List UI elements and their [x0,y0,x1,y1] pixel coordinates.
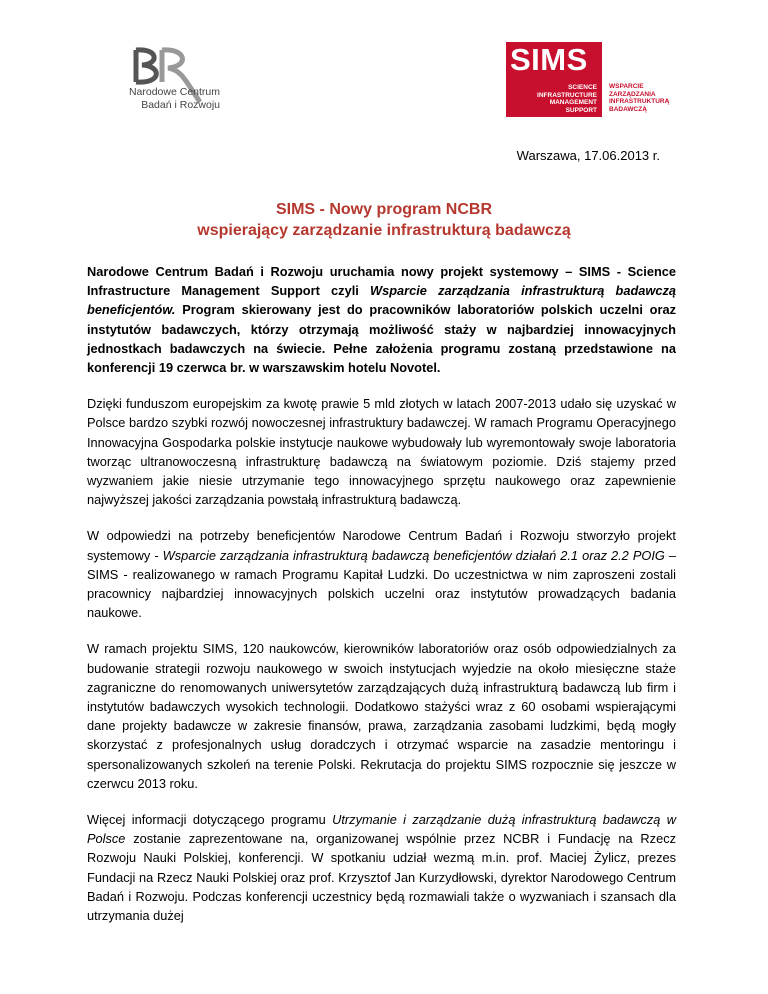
ncbr-line-2: Badań i Rozwoju [141,99,220,111]
document-title [80,199,688,241]
sims-sub-line: SUPPORT [565,106,597,114]
sims-subtitle-en [537,84,597,114]
sims-pl-line: INFRASTRUKTURĄ [609,98,670,105]
lead-paragraph [87,262,676,377]
sims-sub-line: SCIENCE [568,84,597,91]
ncbr-wordmark [102,86,220,112]
lead-text: Narodowe Centrum Badań i Rozwoju uruchamia nowy projekt systemowy – SIMS - Science Infrastructure Management Support czyli [87,264,676,299]
sims-pl-line: WSPARCIE [609,83,644,90]
ncbr-line-1: Narodowe Centrum [128,86,220,98]
sims-sub-line: INFRASTRUCTURE [537,91,597,99]
sims-pl-line: ZARZĄDZANIA [609,90,656,98]
p4-italic: Utrzymanie i zarządzanie dużą infrastrukturą badawczą w Polsce [87,812,676,847]
p2-italic: Wsparcie zarządzania infrastrukturą badawczą beneficjentów działań 2.1 oraz 2.2 POIG [162,547,665,563]
paragraph-3: W ramach projektu SIMS, 120 naukowców, kierowników laboratoriów oraz osób odpowiedzialnych za budowanie strategii rozwoju naukowego w swoich instytucjach wyjedzie na około miesięczne staże zagraniczne do renomowanych uniwersytetów zarządzających dużą infrastrukturą badawczą lub firm i instytutów badawczych wysokich technologii. Dodatkowo stażyści wraz z 60 osobami wspierającymi dane projekty badawcze w zakresie finansów, prawa, zarządzania zasobami ludzkimi, będą mogły skorzystać z profesjonalnych usług doradczych i otrzymać wsparcie na zasadzie mentoringu i spersonalizowanych szkoleń na terenie Polski. Rekrutacja do projektu SIMS rozpocznie się jeszcze w czerwcu 2013 roku. [87,641,676,791]
p2-text: W odpowiedzi na potrzeby beneficjentów Narodowe Centrum Badań i Rozwoju stworzyło projekt systemowy - [87,528,676,563]
sims-sub-line: MANAGEMENT [549,99,597,106]
ncbr-logo [102,42,232,120]
lead-italic: Wsparcie zarządzania infrastrukturą badawczą beneficjentów. [87,283,676,318]
title-line-1: SIMS - Nowy program NCBR [275,201,492,218]
paragraph-1: Dzięki funduszom europejskim za kwotę prawie 5 mld złotych w latach 2007-2013 udało się uzyskać w Polsce bardzo szybki rozwój nowoczesnej infrastruktury badawczej. W ramach Programu Operacyjnego Innowacyjna Gospodarka polskie instytucje naukowe wybudowały lub wyremontowały swoje laboratoria tworząc ultranowoczesną infrastrukturę badawczą na światowym poziomie. Dziś stajemy przed wyzwaniem jakie niesie utrzymanie tego innowacyjnego sprzętu naukowego oraz zapewnienie najwyższej jakości zarządzania powstałą infrastrukturą badawczą. [87,396,676,508]
lead-text-end: Program skierowany jest do pracowników laboratoriów polskich uczelni oraz instytutów badawczych, którzy otrzymają możliwość staży w najbardziej innowacyjnych jednostkach badawczych na świecie. Pełne założenia programu zostaną przedstawione na konferencji 19 czerwca br. w warszawskim hotelu Novotel. [87,302,676,376]
p2-text-end: – SIMS - realizowanego w ramach Programu Kapitał Ludzki. Do uczestnictwa w nim zaproszeni zostali pracownicy najbardziej innowacyjnych polskich uczelni oraz instytutów prowadzących badania naukowe. [87,547,676,621]
sims-pl-line: BADAWCZĄ [609,105,647,113]
paragraph-4 [87,810,676,925]
paragraph-2 [87,526,676,622]
sims-red-box [506,42,602,117]
p4-text-end: zostanie zaprezentowane na, organizowanej wspólnie przez NCBR i Fundację na Rzecz Rozwoju Nauki Polskiej, konferencji. W spotkaniu udział wezmą m.in. prof. Maciej Żylicz, prezes Fundacji na Rzecz Nauki Polskiej oraz prof. Krzysztof Jan Kurzydłowski, dyrektor Narodowego Centrum Badań i Rozwoju. Podczas konferencji uczestnicy będą rozmawiali także o wyzwaniach i szansach dla utrzymania dużej [87,831,676,924]
sims-subtitle-pl [609,83,669,113]
sims-logo [506,42,686,122]
sims-wordmark: SIMS [510,42,588,77]
document-date: Warszawa, 17.06.2013 r. [516,148,660,163]
p4-text: Więcej informacji dotyczącego programu [87,812,333,828]
document-body [87,262,676,942]
title-line-2: wspierający zarządzanie infrastrukturą badawczą [197,222,571,239]
